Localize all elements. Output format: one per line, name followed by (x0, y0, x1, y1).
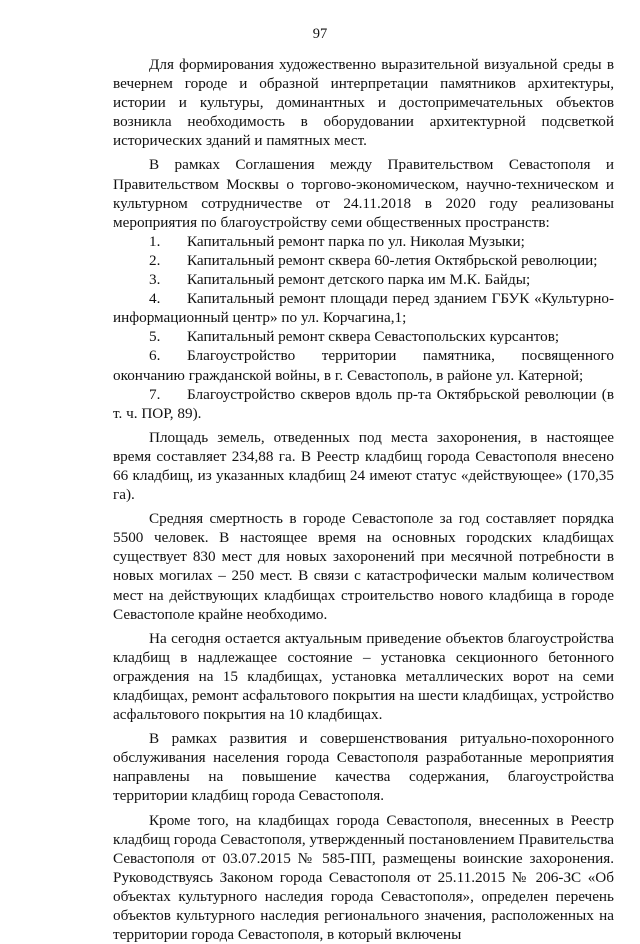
paragraph-military-graves: Кроме того, на кладбищах города Севастополя, внесенных в Реестр кладбищ города Севастополя, утвержденный постановлением Правительства Севастополя от 03.07.2015 № 585-ПП, размещены воинские захоронения. Руководствуясь Законом города Севастополя от 25.11.2015 № 206-ЗС «Об объектах культурного наследия города Севастополя», определен перечень объектов культурного наследия регионального значения, расположенных на территории города Севастополя, в который включены (113, 811, 614, 944)
list-item (113, 270, 614, 289)
paragraph-burial-area: Площадь земель, отведенных под места захоронения, в настоящее время составляет 234,88 га. В Реестр кладбищ города Севастополя внесено 66 кладбищ, из указанных кладбищ 24 имеют статус «действующее» (170,35 га). (113, 428, 614, 504)
document-body (113, 55, 614, 944)
paragraph-funeral-services: В рамках развития и совершенствования ритуально-похоронного обслуживания населения города Севастополя разработанные мероприятия направлены на повышение качества содержания, благоустройства территории кладбищ города Севастополя. (113, 730, 614, 805)
list-item-text: Благоустройство скверов вдоль пр-та Октябрьской революции (в т. ч. ПОР, 89). (113, 385, 614, 422)
list-item-text: Благоустройство территории памятника, посвященного окончанию гражданской войны, в г. Севастополь, в районе ул. Катерной; (113, 347, 614, 384)
list-item-text: Капитальный ремонт детского парка им М.К. Байды; (187, 271, 531, 289)
list-item-text: Капитальный ремонт парка по ул. Николая Музыки; (187, 232, 525, 250)
paragraph-agreement: В рамках Соглашения между Правительством Севастополя и Правительством Москвы о торгово-экономическом, научно-техническом и культурном сотрудничестве от 24.11.2018 в 2020 году реализованы мероприятия по благоустройству семи общественных пространств: (113, 156, 614, 231)
paragraph-mortality: Средняя смертность в городе Севастополе за год составляет порядка 5500 человек. В настоящее время на основных городских кладбищах существует 830 мест для новых захоронений при месячной потребности в новых могилах – 250 мест. В связи с катастрофически малым количеством мест на действующих кладбищах строительство нового кладбища в городе Севастополе крайне необходимо. (113, 510, 614, 623)
list-item (113, 289, 614, 327)
list-item-number: 2. (149, 251, 161, 269)
list-item (113, 346, 614, 384)
paragraph-lighting: Для формирования художественно выразительной визуальной среды в вечернем городе и образной интерпретации памятников архитектуры, истории и культуры, доминантных и достопримечательных объектов возникла необходимость в оборудовании архитектурной подсветкой исторических зданий и памятных мест. (113, 56, 614, 150)
list-item (113, 251, 614, 270)
list-item-text: Капитальный ремонт сквера Севастопольских курсантов; (187, 328, 560, 346)
list-item (113, 327, 614, 346)
list-item-text: Капитальный ремонт сквера 60-летия Октябрьской революции; (187, 251, 598, 269)
list-item (113, 385, 614, 423)
list-item-text: Капитальный ремонт площади перед зданием ГБУК «Культурно-информационный центр» по ул. Корчагина,1; (113, 290, 614, 327)
list-item-number: 4. (149, 290, 161, 308)
list-item-number: 6. (149, 347, 161, 365)
list-item-number: 3. (149, 271, 161, 289)
list-item-number: 1. (149, 232, 161, 250)
paragraph-improvement: На сегодня остается актуальным приведение объектов благоустройства кладбищ в надлежащее состояние – установка секционного бетонного ограждения на 15 кладбищах, установка металлических ворот на семи кладбищах, ремонт асфальтового покрытия на шести кладбищах, устройство асфальтового покрытия на 10 кладбищах. (113, 629, 614, 724)
list-item-number: 7. (149, 385, 161, 403)
page-number: 97 (312, 26, 328, 42)
list-item-number: 5. (149, 328, 161, 346)
list-item (113, 232, 614, 251)
